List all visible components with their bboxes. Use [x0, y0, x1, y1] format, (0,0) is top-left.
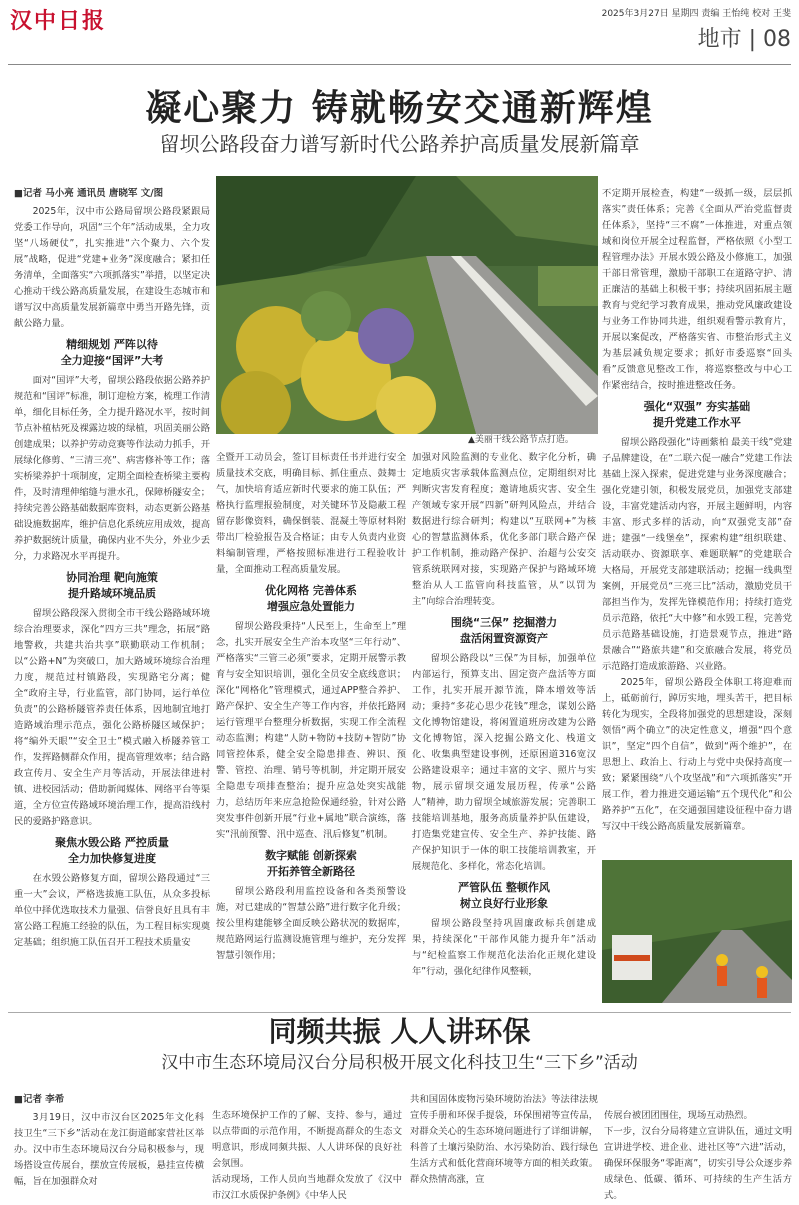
paragraph: 2025年，留坝公路段全体职工将迎难而上，砥砺前行，踔厉实地，埋头苦干，把目标转化为现实，全段将加强党的思想建设，深刻领悟“两个确立”的决定性意义，增强“四个意识”，坚定“四个自信”，做到“两个维护”，在思想上、政治上、行动上与党中央保持高度一致；紧紧围绕“八个攻坚战”和“六项抓落实”开展工作，着力推进交通运输“五个现代化”和公路养护“五化”，在交通强国建设征程中奋力谱写汉中干线公路高质量发展新篇章。 [602, 677, 792, 832]
article2-column-4 [604, 1092, 792, 1202]
subheading: 严管队伍 整顿作风 树立良好行业形象 [458, 881, 550, 910]
subheading: 围绕“三保” 挖掘潜力 盘活闲置资源资产 [450, 616, 558, 645]
article2-column-3 [410, 1092, 598, 1202]
article1-column-3 [412, 450, 596, 1006]
paragraph: 面对“国评”大考，留坝公路段依据公路养护规范和“国评”标准，制订迎检方案，梳理工作清单，细化目标任务，全力提升路况水平，按时间节点补植枯死及裸露边坡的绿植，巩固美丽公路创建成果；以养护劳动竞赛等作法动力抓手，开展绿化修剪、“三清三亮”、病害修补等工作；落实桥梁养护十项制度，定期全面检查桥梁主要构件，及时清理伸缩缝与泄水孔，保障桥隧安全；持续完善公路基础数据库资料，动态更新公路基础设施数据库，维护信息化系统应用成效，提高养护数据统计质量，确保内业不失分，外业少丢分，力求路况水平再提升。 [14, 375, 210, 562]
paragraph: 不定期开展检查，构建“一级抓一级，层层抓落实”责任体系；完善《全面从严治党监督责任体系》，坚持“三不腐”一体推进，对重点领域和岗位开展全过程监督，严格依照《小型工程管理办法》开展水毁公路及小修施工，加强干部日常管理，激励干部职工在道路守护、清正廉洁的基础上积极干事；持续巩固拓展主题教育与党纪学习教育成果，推动党风廉政建设与业务工作协同共进，组织观看警示教育片，开展以案促改，严格落实省、市整治形式主义为基层减负规定要求；抓好市委巡察“回头看”反馈意见整改工作，将巡察整改与中心工作紧密结合，按时推进整改任务。 [602, 188, 792, 391]
road-photo [216, 176, 598, 434]
subheading: 数字赋能 创新探索 开拓养管全新路径 [265, 849, 357, 878]
article2-column-1 [14, 1092, 204, 1202]
issue-meta: 2025年3月27日 星期四 责编 王怡纯 校对 王斐 [601, 9, 791, 19]
newspaper-logo: 汉中日报 [10, 8, 107, 34]
paragraph: 全暨开工动员会，签订目标责任书并进行安全质量技术交底，明确目标、抓住重点、鼓舞士气，加快培育适应新时代要求的施工队伍；严格执行监理报验制度，对关键环节及隐蔽工程留存影像资料，确保倒装、混凝土等原材料附带出厂检验报告及合格证；由专人负责内业资料编制管理，严格按照标准进行工程验收计量，全面推动工程高质量发展。 [216, 452, 406, 575]
section-label: 地市 | 08 [697, 27, 791, 52]
road-flowers-image [216, 176, 598, 434]
subheading: 协同治理 靶向施策 提升路域环境品质 [66, 571, 158, 600]
paragraph: 留坝公路段以“三保”为目标，加强单位内部运行，预算支出、固定资产盘活等方面工作，扎实开展开源节流，降本增效等活动；秉持“多花心思少花钱”理念，谋划公路文化博物馆建设，将闲置道班房改建为公路文化博物馆，深入挖掘公路文化、栈道文化、收集典型建设事例，还原困道316宽汉公路建设艰辛；通过丰富的文字、照片与实物，展示留坝交通发展历程，传承“公路人”精神，助力留坝全域旅游发展；完善职工技能培训基地，服务高质量养护队伍建设，打造集党建宣传、安全生产、养护技能、路产保护知识于一体的职工技能培训教室，开展规范化、多样化，常态化培训。 [412, 653, 596, 872]
paragraph: 留坝公路段利用监控设备和各类预警设施，对已建成的“智慧公路”进行数字化升级；按公里构建能够全面反映公路状况的数据库，规范路网运行监测设施管理与维护，充分发挥智慧引领作用； [216, 886, 406, 961]
paragraph: 生态环境保护工作的了解、支持、参与，通过以点带面的示范作用，不断提高群众的生态文明意识，形成同频共振、人人讲环保的良好社会氛围。 活动现场，工作人员向当地群众发放了《汉中市汉江水质保护条例》《中华人民 [212, 1110, 402, 1201]
article1-title: 凝心聚力 铸就畅安交通新辉煌 [145, 88, 654, 129]
subheading: 优化网格 完善体系 增强应急处置能力 [265, 584, 357, 613]
paragraph: 共和国固体废物污染环境防治法》等法律法规宣传手册和环保手提袋，环保围裙等宣传品，对群众关心的生态环境问题进行了详细讲解，科普了土壤污染防治、水污染防治、践行绿色生活方式和低化营商环境等方面的相关政策。群众热情高涨，宣 [410, 1094, 598, 1185]
article2-column-2 [212, 1092, 402, 1202]
article1-byline: ■记者 马小亮 通讯员 唐晓军 文/图 [14, 188, 164, 199]
photo1-caption: ▲美丽干线公路节点打造。 [468, 435, 574, 445]
subheading: 强化“双强” 夯实基础 提升党建工作水平 [643, 400, 751, 429]
article1-column-1 [14, 186, 210, 1006]
road-workers-image [602, 860, 792, 1003]
paragraph: 加强对风险监测的专业化、数字化分析，确定地质灾害承载体监测点位，定期组织对比判断灾害发育程度；邀请地质灾害、安全生产领域专家开展“四新”研判风险点，并结合数据进行综合研判；构建以“互联网+”为核心的智慧监测体系，优化多部门联合路产保护工作机制，推动路产保护、治超与公安交管系统联网对接，实现路产保护与路域环境整治从人工监管向科技监管，从“以罚为主”向综合治理转变。 [412, 452, 596, 607]
paragraph: 留坝公路段秉持“人民至上，生命至上”理念，扎实开展安全生产治本攻坚“三年行动”、严格落实“三管三必须”要求，定期开展警示教育与安全知识培训，强化全员安全底线意识；深化“网格化”管理模式，通过APP整合养护、路产保护、安全生产等工作内容，并依托路网运行管理平台整理分析数据，实现工作全流程动态监测；构建“人防+物防+技防+智防”协同管控体系，健全安全隐患排查、辨识、预警、管控、治理、销号等机制，并定期开展安全隐患专项排查整治；提升应急处突实战能力，总结历年来应急抢险保通经验，针对公路突发事件创新开展“行业+属地”联合演练，落实“汛前预警、汛中巡查、汛后修复”机制。 [216, 621, 406, 840]
paragraph: 在水毁公路修复方面，留坝公路段通过“三重一大”会议，严格选拔施工队伍，从众多投标单位中择优选取技术力量强、信誉良好且具有丰富公路工程施工经验的队伍，为工程目标实现奠定基础；组织施工队伍召开工程技术质量安 [14, 873, 210, 948]
article1-column-4 [602, 186, 792, 856]
paragraph: 2025年，汉中市公路局留坝公路段紧跟局党委工作导向，巩固“三个年”活动成果，全力攻坚“八场硬仗”，扎实推进“六个聚力、六个发展”战略，促进“党建+业务”深度融合；紧扣任务清单，全面落实“六项抓落实”举措，以坚定决心推动干线公路高质量发展，在建设生态城市和谱写汉中高质量发展新篇章中勇当开路先锋，贡献公路力量。 [14, 206, 210, 329]
header-rule [8, 64, 791, 65]
subheading: 聚焦水毁公路 严控质量 全力加快修复进度 [55, 836, 169, 865]
paragraph: 留坝公路段强化“诗画紫柏 最美干线”党建子品牌建设，在“二联六促一融合”党建工作法基础上深入探索，促进党建与业务深度融合；强化党建引领，积极发展党员，加强党支部建设，丰富党建活动内容，开展主题鲜明，内容丰富、形式多样的活动，向“双强党支部”奋进；建强“一线堡垒”，探索构建“组织联建、活动联办、资源联享、难题联解”的党建联合大格局，开展党支部建联活动；挖掘一线典型案例，开展党员“三亮三比”活动，激励党员干部担当作为，发挥先锋模范作用；持续打造党员示范路，依托“大中修”和水毁工程，完善党员示范路基础设施，打造景观节点，推进“路景融合”“路旅共建”和交旅融合发展，将党员示范路打造成旅游路、兴业路。 [602, 437, 792, 672]
paragraph: 3月19日，汉中市汉台区2025年文化科技卫生“三下乡”活动在龙江街道邮家营社区举办。汉中市生态环境局汉台分局积极参与，现场搭设宣传展台，摆放宣传展板，悬挂宣传横幅，旨在加强群众对 [14, 1112, 204, 1187]
article2-subtitle: 汉中市生态环境局汉台分局积极开展文化科技卫生“三下乡”活动 [161, 1053, 638, 1073]
subheading: 精细规划 严阵以待 全力迎接“国评”大考 [60, 338, 164, 367]
paragraph: 留坝公路段深入贯彻全市干线公路路域环境综合治理要求，深化“四方三共”理念，拓展“路地警救，共建共治共享”联勤联动工作机制；以“公路+N”为突破口，加大路域环境综合治理力度，规范过村镇路段，实现路宅分离；健全“政府主导，行业监管，部门协同，运行单位负责”的公路桥隧管养责任体系，因地制宜地打造路域治理示范点，强化公路桥隧区域保护；将“编外天眼”“安全卫士”模式融入桥隧养管工作，发挥路侧群众作用，提高管理效率；结合路政宣传月、安全生产月等活动，开展法律进村镇、进校园活动；借助新闻媒体、网络平台等渠道，全方位宣传路域环境治理工作，提高沿线村民的爱路护路意识。 [14, 608, 210, 827]
article2-byline: ■记者 李希 [14, 1094, 65, 1105]
article1-subtitle: 留坝公路段奋力谱写新时代公路养护高质量发展新篇章 [159, 132, 640, 156]
article1-column-2 [216, 450, 406, 1006]
road-workers-photo [602, 860, 792, 1003]
article2-title: 同频共振 人人讲环保 [268, 1015, 531, 1048]
paragraph: 留坝公路段坚持巩固廉政标兵创建成果，持续深化“干部作风能力提升年”活动与“纪检监察工作规范化法治化正规化建设年”行动，强化纪律作风整顿， [412, 918, 596, 977]
paragraph: 传展台被团团围住，现场互动热烈。 下一步，汉台分局将建立宣讲队伍，通过文明宣讲进学校、进企业、进社区等“六进”活动，确保环保服务“零距离”，切实引导公众逐步养成绿色、低碳、循环、可持续的生产生活方式。 [604, 1110, 792, 1201]
